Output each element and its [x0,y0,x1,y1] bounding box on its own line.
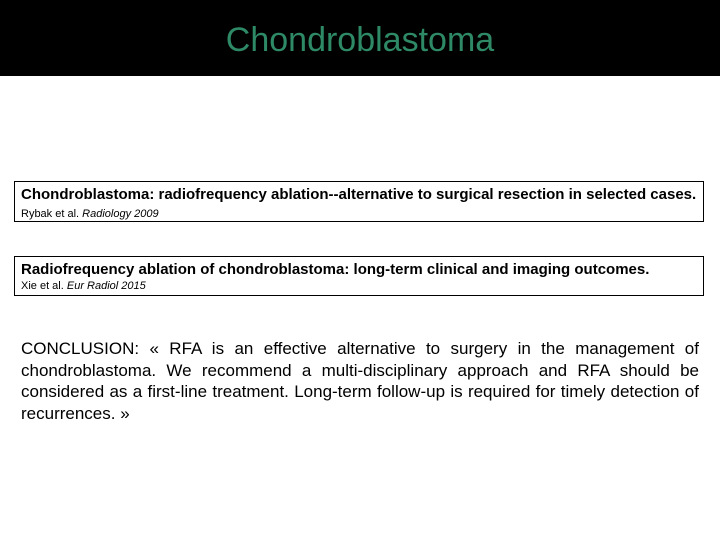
reference-box-1 [14,181,704,222]
title-bar [0,0,720,76]
reference-authors-2: Xie et al. [21,280,64,292]
reference-box-2 [14,256,704,296]
slide-title: Chondroblastoma [225,21,495,59]
reference-citation-1 [21,208,159,220]
reference-title-2: Radiofrequency ablation of chondroblastoma: long-term clinical and imaging outcomes. [21,261,650,278]
reference-title-1: Chondroblastoma: radiofrequency ablation--alternative to surgical resection in selected cases. [21,186,697,203]
conclusion-text: CONCLUSION: « RFA is an effective alternative to surgery in the management of chondroblastoma. We recommend a multi-disciplinary approach and RFA should be considered as a first-line treatment. Long-term follow-up is required for timely detection of recurrences. » [21,339,699,423]
reference-journal-1: Radiology 2009 [82,208,159,220]
reference-authors-1: Rybak et al. [21,208,80,220]
reference-citation-2 [21,279,697,293]
reference-journal-2: Eur Radiol 2015 [66,280,146,292]
